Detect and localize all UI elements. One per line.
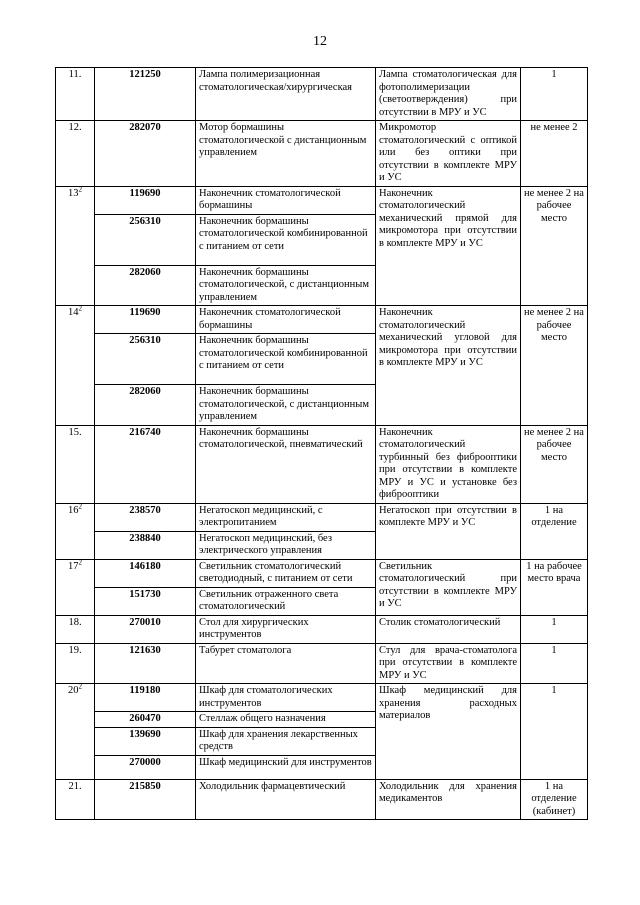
equipment-quantity: 1 (521, 643, 588, 684)
row-number-cell (56, 643, 95, 684)
equipment-name: Шкаф для хранения лекарственных средств (196, 727, 376, 755)
equipment-name: Наконечник бормашины стоматологической комбинированной с питанием от сети (196, 214, 376, 265)
row-number-superscript: 2 (78, 304, 82, 313)
equipment-code: 139690 (95, 727, 196, 755)
row-number: 13 (68, 187, 79, 199)
equipment-quantity: 1 на рабочее место врача (521, 559, 588, 615)
equipment-name: Наконечник бормашины стоматологической, пневматический (196, 425, 376, 503)
equipment-requirement: Микромотор стоматологический с оптикой или без оптики при отсутствии в комплекте МРУ и УС (376, 121, 521, 187)
equipment-code: 238840 (95, 531, 196, 559)
row-number-cell (56, 684, 95, 780)
equipment-quantity: 1 на отделение (521, 503, 588, 559)
table-row (56, 186, 588, 214)
equipment-code: 282070 (95, 121, 196, 187)
row-number: 21. (68, 780, 82, 792)
row-number-superscript: 2 (78, 558, 82, 566)
row-number-superscript: 2 (78, 682, 82, 691)
equipment-name: Стол для хирургических инструментов (196, 615, 376, 643)
equipment-name: Табурет стоматолога (196, 643, 376, 684)
equipment-quantity: 1 (521, 68, 588, 121)
equipment-name: Шкаф для стоматологических инструментов (196, 684, 376, 712)
equipment-name: Наконечник стоматологической бормашины (196, 306, 376, 334)
equipment-name: Шкаф медицинский для инструментов (196, 755, 376, 779)
row-number-cell (56, 68, 95, 121)
equipment-code: 119690 (95, 186, 196, 214)
equipment-code: 256310 (95, 334, 196, 385)
table-row (56, 684, 588, 712)
equipment-quantity: не менее 2 (521, 121, 588, 187)
equipment-name: Наконечник бормашины стоматологической комбинированной с питанием от сети (196, 334, 376, 385)
table-row (56, 643, 588, 684)
row-number: 17 (68, 560, 79, 572)
equipment-code: 270010 (95, 615, 196, 643)
row-number-cell (56, 121, 95, 187)
row-number-cell (56, 306, 95, 426)
equipment-code: 215850 (95, 779, 196, 820)
equipment-name: Стеллаж общего назначения (196, 712, 376, 728)
row-number-superscript: 2 (78, 185, 82, 193)
equipment-code: 282060 (95, 265, 196, 306)
table-row (56, 559, 588, 587)
equipment-code: 151730 (95, 587, 196, 615)
equipment-requirement: Холодильник для хранения медикаментов (376, 779, 521, 820)
equipment-code: 121250 (95, 68, 196, 121)
equipment-name: Наконечник стоматологической бормашины (196, 186, 376, 214)
row-number: 18. (68, 616, 82, 628)
table-row (56, 615, 588, 643)
equipment-requirement: Наконечник стоматологический механический прямой для микромотора при отсутствии в комплекте МРУ и УС (376, 186, 521, 306)
table-row (56, 779, 588, 820)
equipment-name: Наконечник бормашины стоматологической, с дистанционным управлением (196, 265, 376, 306)
equipment-name: Светильник стоматологический светодиодный, с питанием от сети (196, 559, 376, 587)
equipment-quantity: не менее 2 на рабочее место (521, 425, 588, 503)
equipment-name: Холодильник фармацевтический (196, 779, 376, 820)
page-number: 12 (313, 34, 327, 49)
equipment-code: 282060 (95, 385, 196, 426)
equipment-requirement: Лампа стоматологическая для фотополимеризации (светоотверждения) при отсутствии в МРУ и УС (376, 68, 521, 121)
row-number: 15. (68, 426, 82, 438)
equipment-code: 146180 (95, 559, 196, 587)
row-number-cell (56, 559, 95, 615)
table-row (56, 306, 588, 334)
equipment-requirement: Негатоскоп при отсутствии в комплекте МРУ и УС (376, 503, 521, 559)
equipment-code: 119180 (95, 684, 196, 712)
row-number: 19. (68, 644, 82, 656)
equipment-quantity: не менее 2 на рабочее место (521, 186, 588, 306)
table-row (56, 503, 588, 531)
equipment-name: Негатоскоп медицинский, без электрического управления (196, 531, 376, 559)
row-number-cell (56, 425, 95, 503)
equipment-name: Наконечник бормашины стоматологической, с дистанционным управлением (196, 385, 376, 426)
table-row (56, 425, 588, 503)
equipment-code: 256310 (95, 214, 196, 265)
equipment-table (55, 67, 588, 820)
equipment-requirement: Наконечник стоматологический турбинный без фиброоптики при отсутствии в комплекте МРУ и УС и установке без фиброоптики (376, 425, 521, 503)
row-number: 14 (68, 307, 79, 318)
equipment-code: 119690 (95, 306, 196, 334)
row-number-cell (56, 186, 95, 306)
equipment-code: 260470 (95, 712, 196, 728)
equipment-requirement: Стул для врача-стоматолога при отсутствии в комплекте МРУ и УС (376, 643, 521, 684)
equipment-name: Негатоскоп медицинский, с электропитанием (196, 503, 376, 531)
equipment-requirement: Шкаф медицинский для хранения расходных материалов (376, 684, 521, 780)
row-number: 12. (68, 122, 82, 133)
equipment-code: 121630 (95, 643, 196, 684)
equipment-requirement: Столик стоматологический (376, 615, 521, 643)
row-number: 11. (68, 69, 82, 80)
equipment-quantity: 1 (521, 615, 588, 643)
equipment-quantity: 1 на отделение (кабинет) (521, 779, 588, 820)
row-number-cell (56, 615, 95, 643)
equipment-quantity: 1 (521, 684, 588, 780)
equipment-name: Мотор бормашины стоматологической с дистанционным управлением (196, 121, 376, 187)
equipment-code: 238570 (95, 503, 196, 531)
row-number: 16 (68, 504, 79, 516)
row-number-cell (56, 779, 95, 820)
row-number-superscript: 2 (78, 502, 82, 510)
row-number-cell (56, 503, 95, 559)
equipment-requirement: Наконечник стоматологический механический угловой для микромотора при отсутствии в комплекте МРУ и УС (376, 306, 521, 426)
equipment-code: 216740 (95, 425, 196, 503)
equipment-code: 270000 (95, 755, 196, 779)
table-row (56, 68, 588, 121)
row-number: 20 (68, 685, 79, 696)
equipment-name: Светильник отраженного света стоматологический (196, 587, 376, 615)
equipment-requirement: Светильник стоматологический при отсутствии в комплекте МРУ и УС (376, 559, 521, 615)
equipment-quantity: не менее 2 на рабочее место (521, 306, 588, 426)
equipment-name: Лампа полимеризационная стоматологическая/хирургическая (196, 68, 376, 121)
table-row (56, 121, 588, 187)
